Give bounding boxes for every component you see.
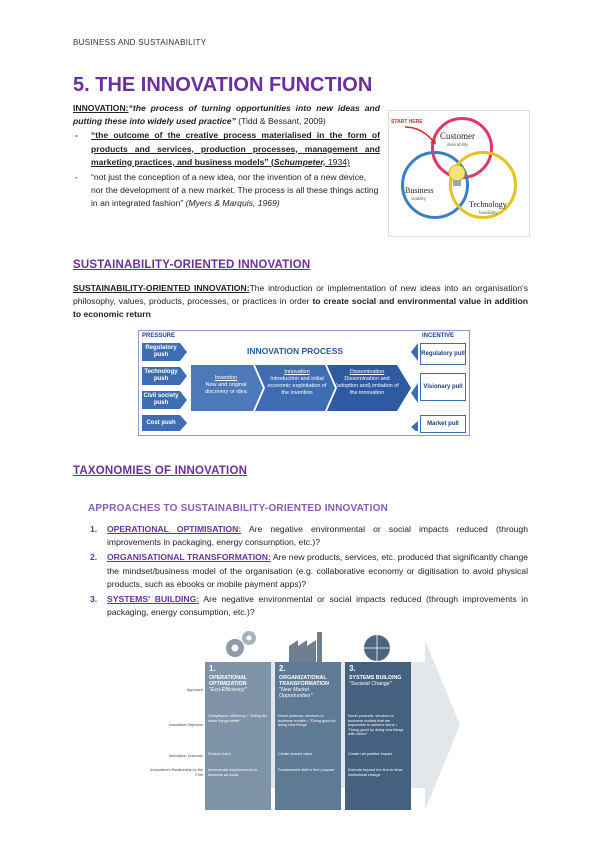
pressure-regulatory: Regulatory push — [142, 343, 180, 361]
innovation-cite: (Tidd & Bessant, 2009) — [235, 116, 326, 127]
incentive-label: INCENTIVE — [422, 333, 455, 339]
column-outcome: Create shared value — [278, 752, 313, 756]
row-label-outcome: Innovation Outcome — [169, 754, 203, 758]
technology-sub: feasibility — [479, 210, 498, 215]
business-label: Business — [405, 186, 434, 195]
approaches-list — [90, 523, 528, 621]
row-label-relationship: Innovation's Relationship to the Firm — [150, 768, 203, 777]
column-systems — [345, 662, 411, 810]
column-title: OPERATIONAL OPTIMIZATION "Eco-Efficiency" — [209, 675, 248, 693]
column-title: SYSTEMS BUILDING "Societal Change" — [349, 675, 402, 687]
stage-desc: New and original discovery or idea — [205, 382, 247, 395]
approach-name-organisational: ORGANISATIONAL TRANSFORMATION: — [107, 552, 271, 563]
column-operational — [205, 662, 271, 810]
column-relationship: Extends beyond the firm to drive institutional change — [348, 768, 403, 777]
column-number: 1. — [209, 664, 216, 673]
stage-invention — [195, 375, 257, 396]
start-arrow-icon — [403, 125, 443, 147]
column-organizational — [275, 662, 341, 810]
venn-diagram — [388, 110, 530, 237]
stage-desc: Dissemination and (adoption and) imitation of the innovation — [335, 376, 399, 396]
innovation-bullets — [73, 129, 380, 210]
stage-dissemination — [335, 369, 399, 397]
pressure-technology: Technology push — [142, 367, 180, 385]
list-item — [73, 171, 380, 211]
innovation-definition-line — [73, 102, 380, 128]
process-title: INNOVATION PROCESS — [247, 346, 344, 356]
myers-quote: “not just the conception of a new idea, nor the invention of a new device, nor the development of a new market. The process is all these things acting in an integrated fashion” — [91, 172, 379, 209]
stage-title: Invention — [214, 375, 238, 381]
soi-bold-text: to create social and environmental value in addition to economic return — [73, 296, 528, 320]
incentive-market: Market pull — [420, 415, 466, 433]
list-item — [90, 593, 528, 619]
pressure-civil-society: Civil society push — [142, 391, 180, 409]
pressure-arrows-icon — [180, 343, 188, 431]
customer-sub: desirability — [447, 142, 469, 147]
item-number: 3. — [90, 594, 98, 605]
approach-text: Are negative environmental or social impacts reduced (through improvements in packaging, energy consumption, etc.)? — [107, 524, 528, 548]
innovation-quote: “the process of turning opportunities into new ideas and putting these into widely used practice” — [73, 103, 380, 127]
approach-name-systems: SYSTEMS' BUILDING: — [107, 594, 200, 605]
soi-label: SUSTAINABILITY-ORIENTED INNOVATION: — [73, 283, 250, 293]
stage-desc: Introduction and initial economic exploitation of the invention — [267, 376, 327, 396]
approach-name-operational: OPERATIONAL OPTIMISATION: — [107, 524, 242, 534]
incentive-arrows-icon — [411, 343, 419, 431]
column-outcome: Reduce harm — [208, 752, 231, 756]
incentive-regulatory: Regulatory pull — [420, 343, 466, 365]
incentive-visionary: Visionary pull — [420, 373, 466, 401]
approaches-subheading: APPROACHES TO SUSTAINABILITY-ORIENTED INNOVATION — [88, 503, 388, 514]
stage-innovation — [265, 369, 329, 397]
row-label-approach: Approach — [186, 688, 203, 692]
sustainability-framework-figure — [143, 628, 460, 813]
taxonomies-heading: TAXONOMIES OF INNOVATION — [73, 465, 248, 477]
soi-definition — [73, 282, 528, 322]
business-sub: viability — [411, 196, 426, 201]
approach-text: Are negative environmental or social impacts reduced (through improvements in packaging, energy consumption, etc.)? — [107, 594, 528, 618]
start-here-label: START HERE — [391, 119, 423, 125]
innovation-label: INNOVATION: — [73, 103, 129, 113]
technology-label: Technology — [469, 200, 507, 209]
column-relationship: Incremental improvements to business as usual — [208, 768, 257, 777]
stage-title: Dissemination — [349, 369, 385, 375]
list-item: - “the outcome of the creative process materialised in the form of products and services, production processes, management and marketing practices, and business models” (Schumpeter, 1934) — [73, 129, 380, 169]
column-outcome: Create net positive impact — [348, 752, 392, 756]
pressure-label: PRESSURE — [142, 333, 176, 339]
column-objective: Novel products, services or business models • "Doing good by doing new things" — [278, 714, 336, 728]
item-number: 2. — [90, 552, 98, 563]
column-number: 3. — [349, 664, 356, 673]
myers-cite: (Myers & Marquis, 1969) — [183, 198, 280, 209]
list-item — [90, 523, 528, 549]
row-label-objective: Innovation Objective — [168, 723, 203, 727]
schumpeter-author: Schumpeter, — [273, 156, 326, 167]
column-objective: Novel products, services or business models that are impossible to achieve alone • "Doing good by doing new things with others" — [348, 714, 404, 737]
column-title: ORGANIZATIONAL TRANSFORMATION "New Market Opportunities" — [279, 675, 329, 699]
schumpeter-year: 1934) — [325, 156, 350, 167]
stage-title: Innovation — [284, 369, 310, 375]
item-number: 1. — [90, 524, 98, 534]
running-header: BUSINESS AND SUSTAINABILITY — [73, 38, 207, 47]
page-title: 5. THE INNOVATION FUNCTION — [73, 74, 373, 96]
approach-text: Are new products, services, etc. produced that significantly change the mindset/business model of the organisation (e.g. collaborative economy or digitisation to avoid physical products, such as ebooks or mobile payment apps)? — [107, 552, 528, 589]
soi-heading: SUSTAINABILITY-ORIENTED INNOVATION — [73, 259, 311, 271]
column-relationship: Fundamental shift in firm purpose — [278, 768, 335, 772]
soi-text: The introduction or implementation of new ideas into an organisation's philosophy, values, products, processes, or practices in order — [73, 283, 528, 307]
schumpeter-quote: “the outcome of the creative process materialised in the form of products and services, production processes, management and marketing practices, and business models” — [91, 130, 380, 167]
list-item — [90, 551, 528, 591]
column-objective: Compliance, efficiency • "Doing the same things better" — [208, 714, 267, 723]
innovation-definition — [73, 102, 380, 213]
column-number: 2. — [279, 664, 286, 673]
pressure-cost: Cost push — [142, 415, 180, 431]
innovation-process-diagram — [138, 330, 470, 436]
customer-label: Customer — [440, 131, 475, 141]
lightbulb-icon — [446, 163, 468, 189]
